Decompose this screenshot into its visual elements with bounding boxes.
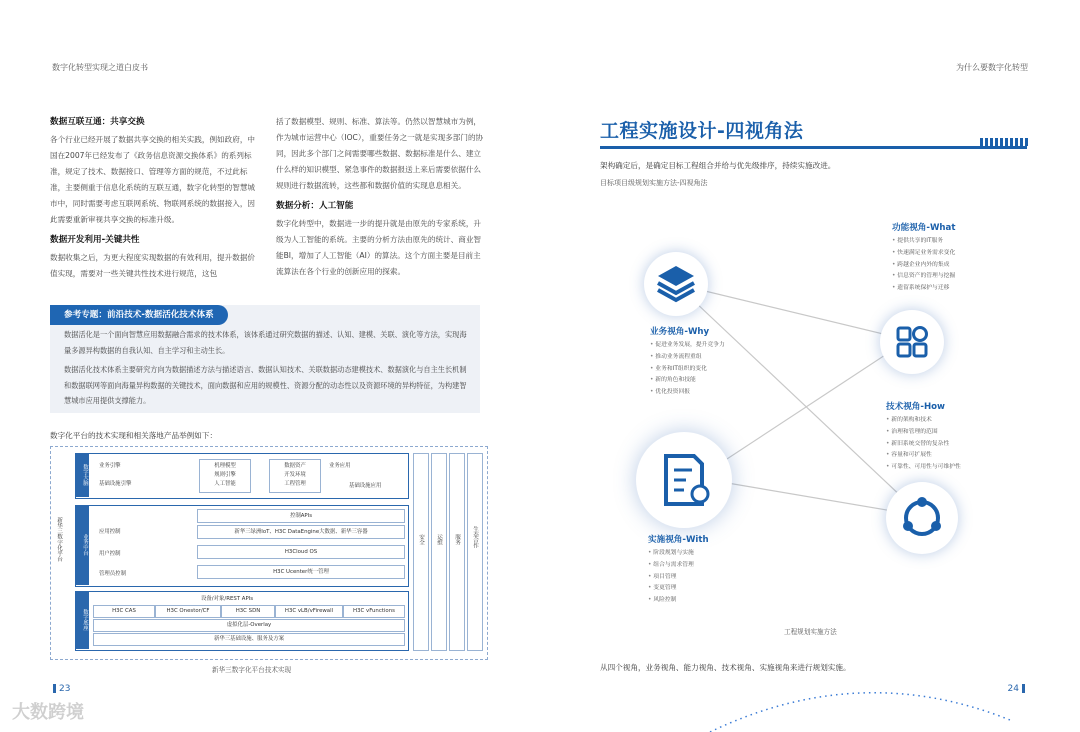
why-item: • 优化投资回报 [650, 387, 725, 399]
side-ecosystem [467, 453, 483, 651]
with-list [648, 548, 694, 607]
topic-panel [50, 305, 480, 413]
why-item: • 业务和IT组织的变化 [650, 364, 725, 376]
topic-body [64, 327, 468, 413]
why-circle [644, 252, 708, 316]
diagram-side-label: 新华三数字化平台 [56, 517, 62, 562]
side-ecosystem-label: 生态合作 [472, 526, 478, 549]
what-title: 功能视角-What [892, 223, 956, 233]
how-list [886, 415, 961, 474]
paragraph-dev: 数据收集之后，为更大程度实现数据的有效利用，提升数据价值实现，需要对一些关键共性技术进行规范，这包 [50, 253, 256, 278]
biz-app: 业务应用 [329, 463, 351, 469]
perspective-connectors [540, 0, 1080, 732]
overlay-row: 虚拟化层-Overlay [93, 619, 405, 632]
side-security [413, 453, 429, 651]
lane-tag-brain: 数字大脑 [75, 453, 89, 497]
right-diagram-caption: 工程规划实施方法 [784, 628, 837, 636]
diagram-intro: 数字化平台的技术实现和相关落地产品举例如下： [50, 431, 218, 440]
biz-engine: 业务引擎 [99, 463, 121, 469]
page-bar-icon [1022, 684, 1025, 693]
side-ops-label: 运维 [436, 534, 442, 546]
why-title: 业务视角-Why [650, 327, 710, 337]
what-circle [880, 310, 944, 374]
side-service-label: 服务 [454, 534, 460, 546]
mechanism-box: 机理模型 规则引擎 人工智能 [199, 459, 251, 493]
right-running-head: 为什么要数字化转型 [956, 63, 1028, 72]
right-page-number [1008, 684, 1028, 694]
data-asset-box: 数据资产 开发环境 工程管理 [269, 459, 321, 493]
app-control: 应用控制 [99, 529, 121, 535]
side-ops [431, 453, 447, 651]
paragraph-ioc: 括了数据模型、规则、标准、算法等。仍然以智慧城市为例，作为城市运营中心（IOC），重要任务之一就是实现多部门的协同，因此多个部门之间需要哪些数据、数据标准是什么、建立什么样的知识模型、紧急事件的数据报送上来后需要依据什么规则进行数据流转，这些都和数据价值的实现息息相关。 [276, 117, 484, 190]
grid-icon [880, 310, 944, 374]
why-item: • 新的角色和技能 [650, 375, 725, 387]
ucenter: H3C Ucenter统一管理 [197, 565, 405, 579]
product-vfunctions: H3C vFunctions [343, 605, 405, 618]
admin-control: 管理员控制 [99, 571, 126, 577]
lane-tag-middle: 业务中台 [75, 505, 89, 585]
section-heading-ai: 数据分析：人工智能 [276, 201, 354, 211]
left-column-2 [276, 114, 484, 284]
side-security-label: 安全 [418, 534, 424, 546]
what-item: • 信息资产的管理与挖掘 [892, 271, 955, 283]
rest-apis: 设备/对象/REST APIs [201, 596, 254, 602]
lane-tag-base: 数字底座 [75, 591, 89, 649]
section-heading-dev: 数据开发利用-关键共性 [50, 235, 140, 245]
left-running-head: 数字化转型实现之道白皮书 [52, 63, 148, 72]
how-title: 技术视角-How [886, 402, 945, 412]
with-item: • 阶段规划与实施 [648, 548, 694, 560]
what-item: • 快速满足业务需求变化 [892, 248, 955, 260]
why-item: • 促进业务发展，提升竞争力 [650, 340, 725, 352]
with-title: 实施视角-With [648, 535, 709, 545]
platform-diagram [50, 446, 488, 660]
solutions-row: 新华三基础设施、服务及方案 [93, 633, 405, 646]
how-item: • 新旧系统交替的复杂性 [886, 439, 961, 451]
layers-icon [644, 252, 708, 316]
what-item: • 提供共享的IT服务 [892, 236, 955, 248]
cloud-os: H3Cloud OS [197, 545, 405, 559]
product-sdn: H3C SDN [221, 605, 275, 618]
product-onestor: H3C Onestor/CF [155, 605, 221, 618]
watermark: 大数跨境 [12, 702, 84, 723]
product-cas: H3C CAS [93, 605, 155, 618]
document-icon [636, 432, 732, 528]
summary-text: 从四个视角，业务视角、能力视角、技术视角、实施视角来进行规划实施。 [600, 663, 851, 672]
iot-row: 新华三绿洲IoT、H3C DataEngine大数据、新华三容器 [197, 525, 405, 539]
with-item: • 组合与需求管理 [648, 560, 694, 572]
left-page-number [50, 684, 70, 694]
paragraph-sharing: 各个行业已经开展了数据共享交换的相关实践，例如政府，中国在2007年已经发布了《政务信息资源交换体系》的系列标准，规定了技术、数据接口、管理等方面的规范，不过此标准，主要侧重于信息化系统的互联互通，数字化转型的智慧城市中，同时需要考虑互联网系统、物联网系统的数据接入，因此需要重新审视共享交换的标准升级。 [50, 135, 256, 224]
right-page-number-text: 24 [1007, 684, 1019, 694]
topic-paragraph-1: 数据活化是一个面向智慧应用数据融合需求的技术体系，该体系通过研究数据的描述、认知、建模、关联、演化等方法，实现海量多源异构数据的自我认知、自主学习和主动生长。 [64, 330, 467, 355]
how-circle [886, 482, 958, 554]
infra-app: 基础设施应用 [349, 483, 382, 489]
how-item: • 治理和管理的范围 [886, 427, 961, 439]
what-list [892, 236, 955, 295]
what-item: • 遗留系统保护与迁移 [892, 283, 955, 295]
left-column-1 [50, 114, 260, 286]
what-item: • 跨越企业内外的集成 [892, 260, 955, 272]
with-item: • 风险控制 [648, 595, 694, 607]
section-heading-sharing: 数据互联互通：共享交换 [50, 117, 145, 127]
why-list [650, 340, 725, 399]
topic-title: 参考专题：前沿技术-数据活化技术体系 [50, 305, 228, 325]
with-circle [636, 432, 732, 528]
how-item: • 容量和可扩展性 [886, 450, 961, 462]
page-bar-icon [53, 684, 56, 693]
decorative-arc [710, 693, 1010, 732]
with-item: • 项目管理 [648, 572, 694, 584]
topic-paragraph-2: 数据活化技术体系主要研究方向为数据描述方法与描述语言、数据认知技术、关联数据动态建模技术、数据演化与自主生长机制和数据联网等面向海量异构数据的关键技术，面向数据和应用的规模性、资源分配的动态性以及资源环境的异构特征，为构建智慧城市应用提供支撑能力。 [64, 365, 467, 405]
control-apis: 控制APIs [197, 509, 405, 523]
network-icon [886, 482, 958, 554]
page-title: 工程实施设计-四视角法 [600, 120, 804, 142]
side-service [449, 453, 465, 651]
left-page-number-text: 23 [59, 684, 71, 694]
paragraph-ai: 数字化转型中，数据进一步的提升就是由原先的专家系统，升级为人工智能的系统。主要的分析方法由原先的统计、商业智能BI，增加了人工智能（AI）的算法。这个方面主要是目前主流算法在各个行业的创新应用的探索。 [276, 219, 482, 276]
how-item: • 新的架构和技术 [886, 415, 961, 427]
connector-why-what [676, 284, 908, 340]
sub-intro: 目标项目级规划实施方法-四视角法 [600, 179, 708, 187]
with-item: • 变更管理 [648, 583, 694, 595]
left-diagram-caption: 新华三数字化平台技术实现 [212, 666, 292, 674]
why-item: • 推动业务流程重组 [650, 352, 725, 364]
infra-engine: 基础设施引擎 [99, 481, 132, 487]
how-item: • 可靠性、可用性与可维护性 [886, 462, 961, 474]
intro-text: 架构确定后，是确定目标工程组合并给与优先级排序，持续实施改进。 [600, 161, 836, 170]
user-control: 用户控制 [99, 551, 121, 557]
right-page [540, 0, 1080, 732]
product-vlb: H3C vLB/vFirewall [275, 605, 343, 618]
